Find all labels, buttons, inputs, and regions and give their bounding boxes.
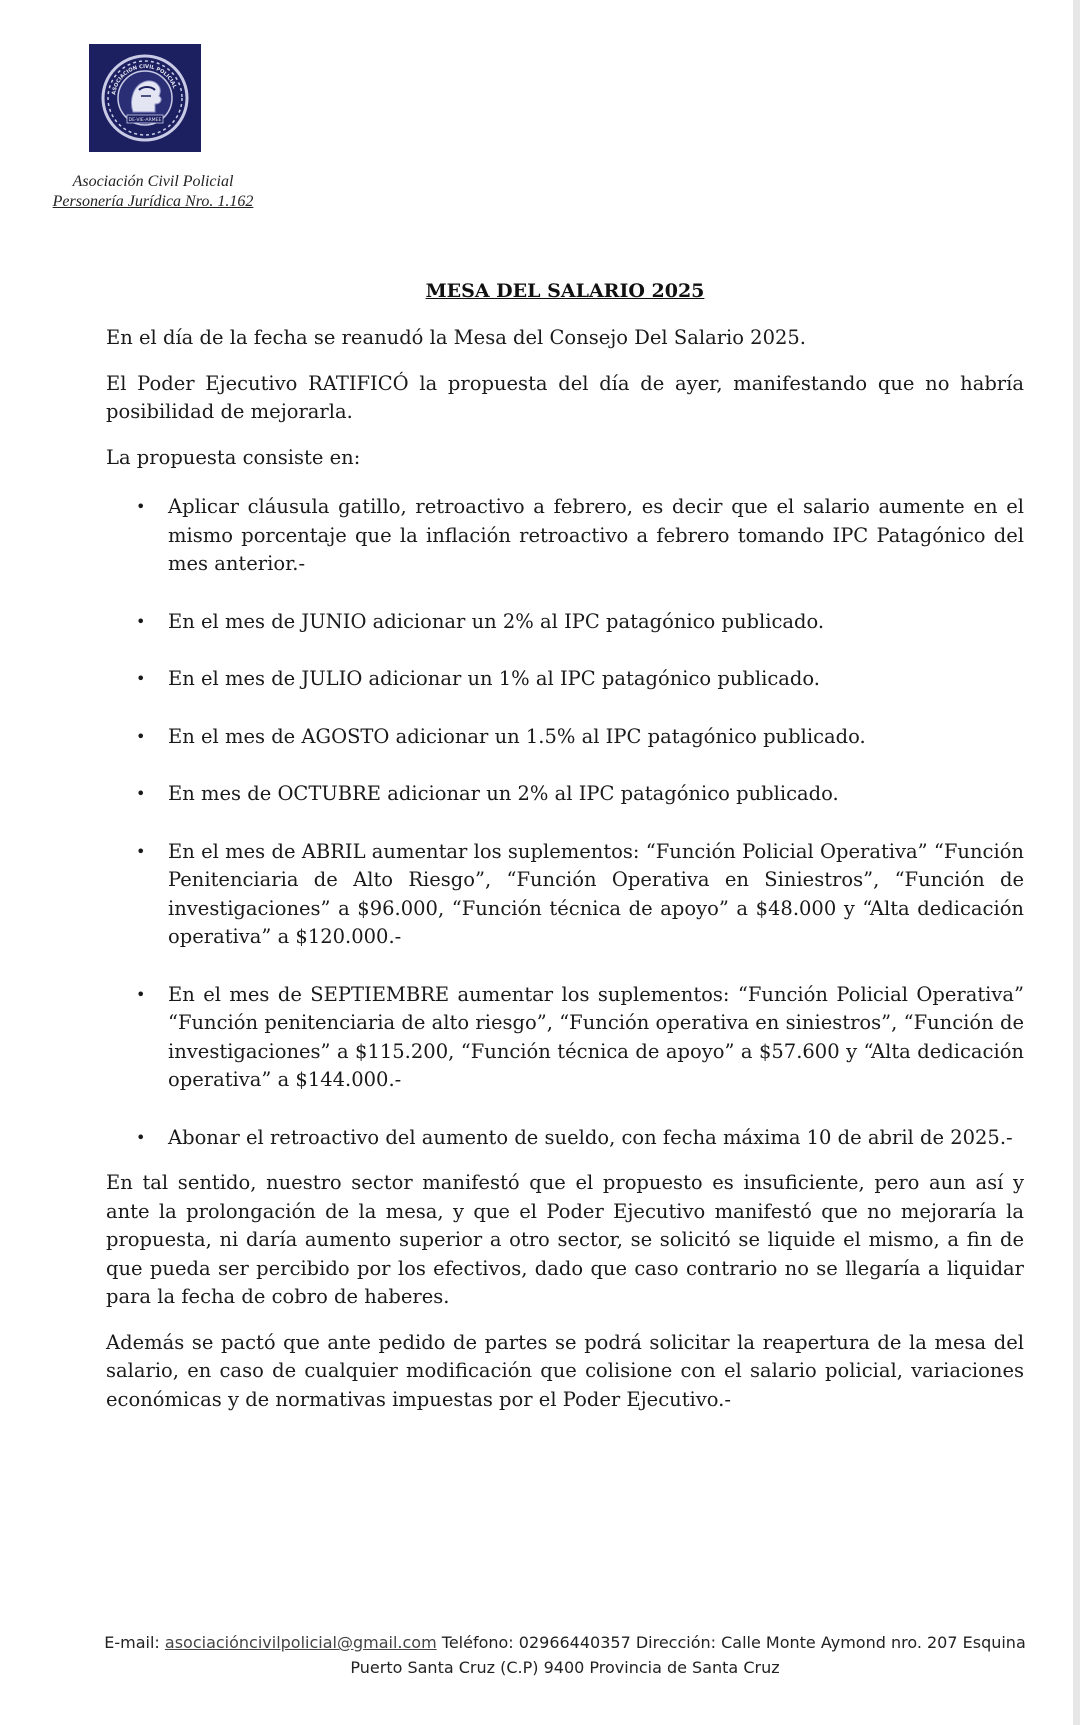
proposal-item [106,838,1024,952]
proposal-item [106,981,1024,1095]
proposal-item-text: En el mes de ABRIL aumentar los suplementos: “Función Policial Operativa” “Función Penitenciaria de Alto Riesgo”, “Función Operativa en Siniestros”, “Función de investigaciones” a $96.000, “Función técnica de apoyo” a $48.000 y “Alta dedicación operativa” a $120.000.- [168,839,1024,948]
proposal-item-text: En el mes de SEPTIEMBRE aumentar los suplementos: “Función Policial Operativa” “Función penitenciaria de alto riesgo”, “Función operativa en siniestros”, “Función de investigaciones” a $115.200, “Función técnica de apoyo” a $57.600 y “Alta dedicación operativa” a $144.000.- [168,982,1024,1091]
proposal-item-text: Abonar el retroactivo del aumento de sueldo, con fecha máxima 10 de abril de 2025.- [168,1125,1013,1149]
intro-paragraph: En el día de la fecha se reanudó la Mesa del Consejo Del Salario 2025. [106,326,807,349]
intro-paragraph: El Poder Ejecutivo RATIFICÓ la propuesta del día de ayer, manifestando que no habría posibilidad de mejorarla. [106,371,1024,423]
proposal-item-text: En el mes de JUNIO adicionar un 2% al IPC patagónico publicado. [168,609,825,633]
bullet-icon: • [136,726,146,746]
phone-address: Teléfono: 02966440357 Dirección: Calle Monte Aymond nro. 207 Esquina [441,1633,1026,1652]
email-label: E-mail: [104,1633,160,1652]
organization-registration: Personería Jurídica Nro. 1.162 [52,193,254,210]
intro-paragraph: La propuesta consiste en: [106,445,361,469]
closing-paragraph: En tal sentido, nuestro sector manifestó que el propuesto es insuficiente, pero aun así y ante la prolongación de la mesa, y que el Poder Ejecutivo manifestó que no mejoraría la propuesta, ni daría aumento superior a otro sector, se solicitó se liquide el mismo, a fin de que pueda ser percibido por los efectivos, dado que caso contrario no se llegaría a liquidar para la fecha de cobro de haberes. [106,1171,1024,1308]
bullet-icon: • [136,497,146,516]
page-edge [1073,0,1080,1725]
closing-paragraph: Además se pactó que ante pedido de partes se podrá solicitar la reapertura de la mesa del salario, en caso de cualquier modificación que colisione con el salario policial, variaciones económicas y de normativas impuestas por el Poder Ejecutivo.- [106,1330,1024,1411]
bullet-icon: • [136,841,146,861]
proposal-item-text: En el mes de JULIO adicionar un 1% al IPC patagónico publicado. [168,667,820,690]
bullet-icon: • [136,669,146,688]
organization-header [18,172,288,212]
proposal-item-text: En el mes de AGOSTO adicionar un 1.5% al IPC patagónico publicado. [168,724,866,748]
email-link[interactable]: asociacióncivilpolicial@gmail.com [164,1633,437,1652]
proposal-item [106,493,1024,579]
association-logo [89,44,201,152]
logo-text-bottom: DE-VIE-ARMEE [128,118,162,123]
bullet-icon: • [136,784,146,803]
proposal-item-text: Aplicar cláusula gatillo, retroactivo a febrero, es decir que el salario aumente en el mismo porcentaje que la inflación retroactivo a febrero tomando IPC Patagónico del mes anterior.- [168,495,1024,575]
document-title: MESA DEL SALARIO 2025 [425,280,705,302]
document-body [106,324,1024,1431]
logo-text-top: ASOCIACION CIVIL POLICIAL [111,63,178,96]
proposal-list [106,493,1024,1152]
organization-name: Asociación Civil Policial [72,173,234,190]
proposal-item [106,608,1024,637]
bullet-icon: • [136,611,146,631]
proposal-item [106,1124,1024,1153]
bullet-icon: • [136,984,146,1004]
footer-contact-line [0,1630,1080,1655]
bullet-icon: • [136,1127,146,1147]
footer-city-line: Puerto Santa Cruz (C.P) 9400 Provincia de Santa Cruz [350,1658,780,1677]
proposal-item [106,665,1024,694]
police-emblem-icon [89,44,201,152]
document-footer [0,1630,1080,1680]
proposal-item [106,723,1024,752]
proposal-item-text: En mes de OCTUBRE adicionar un 2% al IPC patagónico publicado. [168,782,839,805]
proposal-item [106,780,1024,809]
